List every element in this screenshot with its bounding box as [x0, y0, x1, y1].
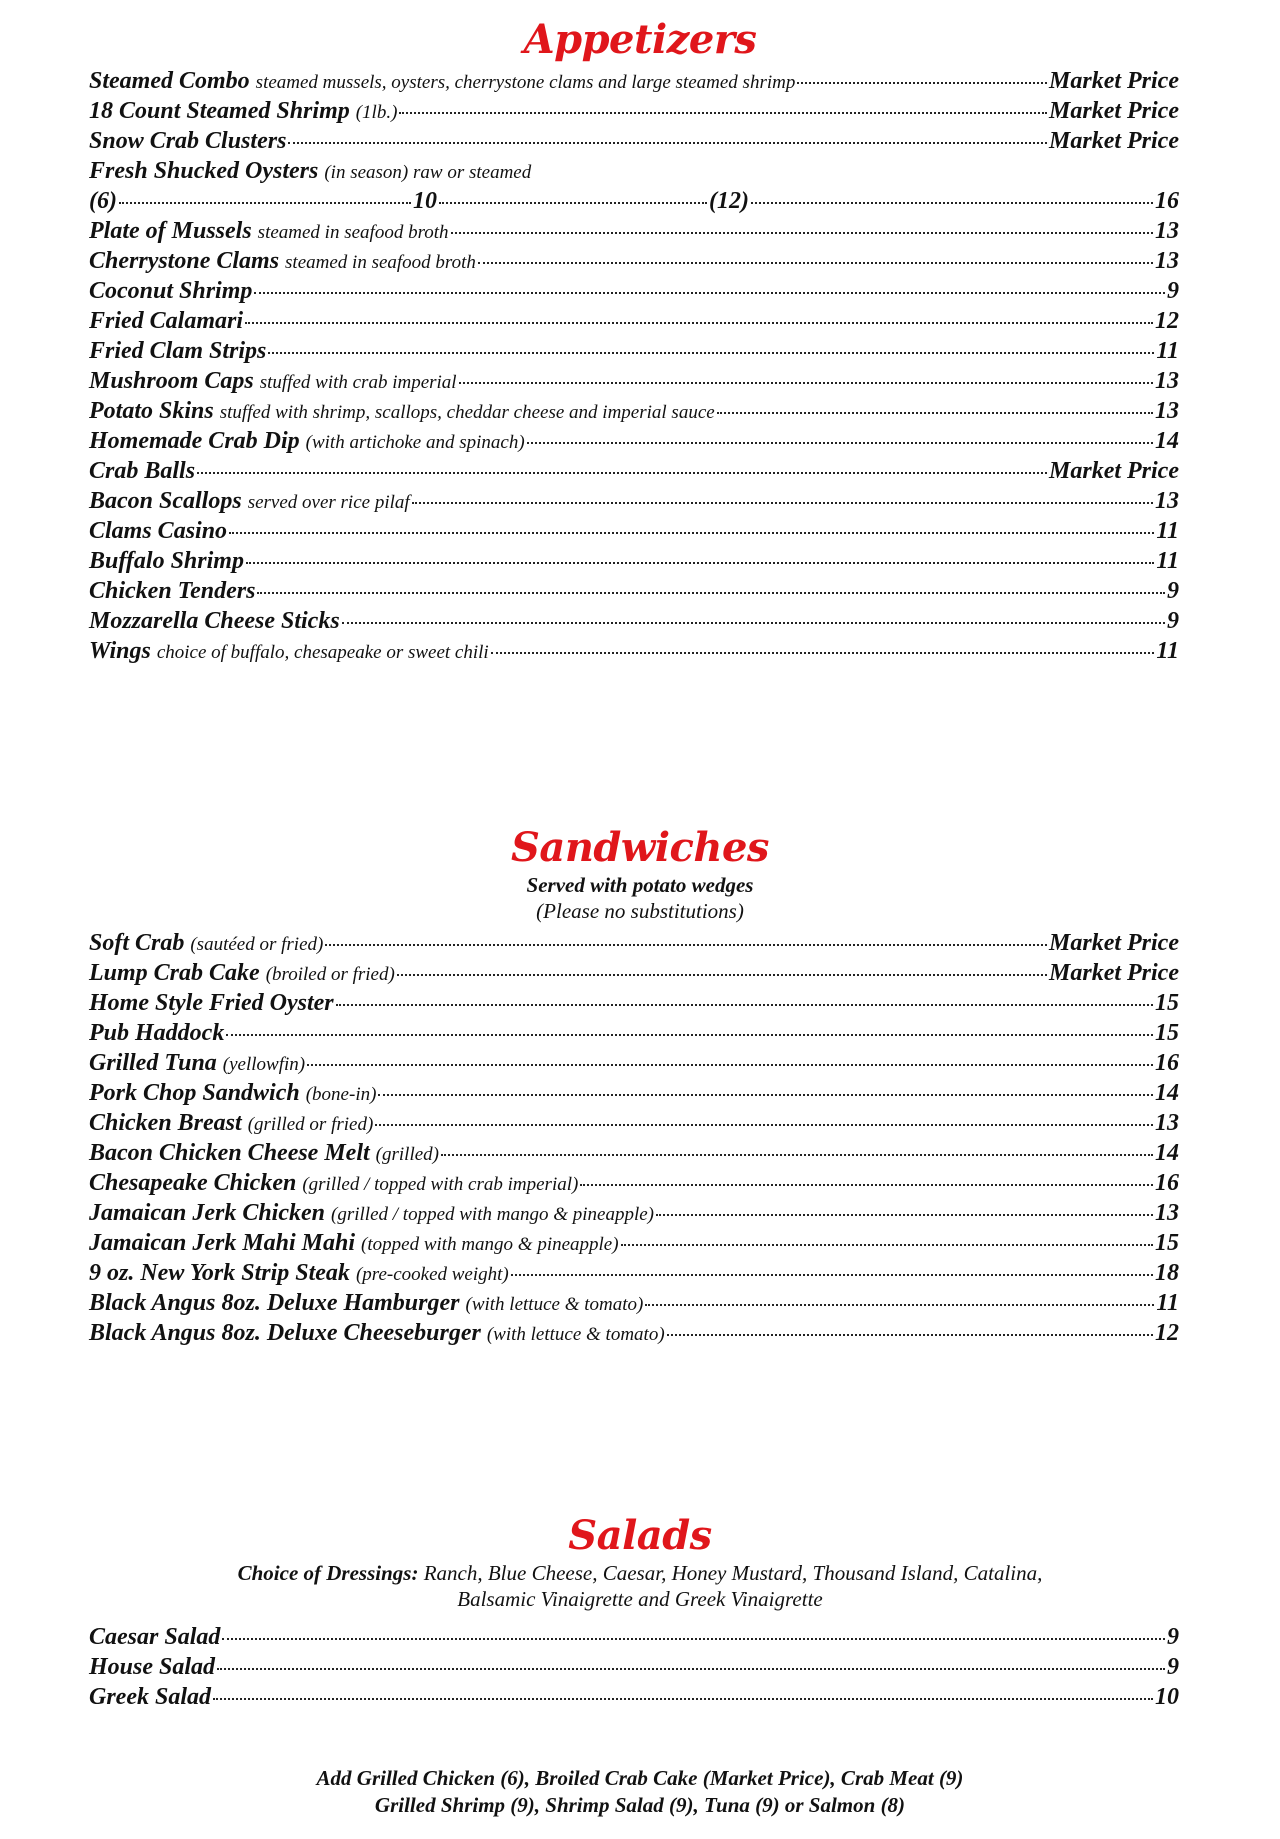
menu-item: [89, 486, 1179, 516]
item-price: 14: [1155, 1140, 1179, 1166]
dot-leader: [246, 562, 1154, 564]
menu-item: [89, 1652, 1179, 1682]
item-desc: (bone-in): [305, 1084, 377, 1105]
menu-item: [89, 336, 1179, 366]
item-price: 15: [1155, 1230, 1179, 1256]
item-desc: (grilled / topped with mango & pineapple): [331, 1204, 654, 1225]
salads-section: [0, 1512, 1280, 1612]
item-price: 14: [1155, 428, 1179, 454]
dot-leader: [451, 232, 1153, 234]
item-price: 16: [1155, 1050, 1179, 1076]
sandwiches-list: [89, 928, 1179, 1348]
appetizers-title: Appetizers: [523, 16, 757, 63]
item-price: 9: [1167, 578, 1179, 604]
item-name: Wings: [89, 638, 151, 664]
dot-leader: [229, 532, 1154, 534]
item-name: House Salad: [89, 1654, 216, 1680]
dot-leader: [245, 322, 1153, 324]
menu-item: [89, 636, 1179, 666]
item-desc: (broiled or fried): [265, 964, 395, 985]
dot-leader: [441, 1154, 1153, 1156]
dressings-list-1: Ranch, Blue Cheese, Caesar, Honey Mustard, Thousand Island, Catalina,: [423, 1561, 1043, 1585]
menu-item: [89, 1168, 1179, 1198]
item-name: 18 Count Steamed Shrimp: [89, 98, 350, 124]
item-price: 12: [1155, 308, 1179, 334]
item-name: Cherrystone Clams: [89, 248, 280, 274]
item-price: 11: [1156, 638, 1179, 664]
item-desc: (grilled / topped with crab imperial): [302, 1174, 579, 1195]
item-price: 11: [1156, 548, 1179, 574]
item-name: Caesar Salad: [89, 1624, 221, 1650]
item-price: 13: [1155, 488, 1179, 514]
menu-item: [89, 96, 1179, 126]
menu-item: [89, 1108, 1179, 1138]
menu-item: [89, 516, 1179, 546]
dot-leader: [197, 472, 1047, 474]
item-name: Crab Balls: [89, 458, 196, 484]
item-desc: (with lettuce & tomato): [486, 1324, 665, 1345]
item-desc: steamed in seafood broth: [257, 222, 449, 243]
dot-leader: [254, 292, 1165, 294]
item-price: Market Price: [1049, 98, 1179, 124]
item-name: Fried Clam Strips: [89, 338, 267, 364]
item-price: 13: [1155, 368, 1179, 394]
item-name: Snow Crab Clusters: [89, 128, 287, 154]
item-name: Mushroom Caps: [89, 368, 254, 394]
dot-leader: [119, 202, 411, 204]
menu-item: [89, 958, 1179, 988]
dot-leader: [325, 944, 1047, 946]
item-price: 13: [1155, 1200, 1179, 1226]
menu-item: [89, 988, 1179, 1018]
item-desc: choice of buffalo, chesapeake or sweet chili: [156, 642, 489, 663]
item-name: Grilled Tuna: [89, 1050, 217, 1076]
item-price-twelve: 16: [1155, 188, 1179, 214]
dot-leader: [621, 1244, 1153, 1246]
item-desc: steamed mussels, oysters, cherrystone clams and large steamed shrimp: [255, 72, 796, 93]
item-price: 14: [1155, 1080, 1179, 1106]
dot-leader: [268, 352, 1154, 354]
sandwiches-subtitle: Served with potato wedges: [526, 873, 754, 897]
item-name: 9 oz. New York Strip Steak: [89, 1260, 350, 1286]
item-desc: (with lettuce & tomato): [465, 1294, 644, 1315]
sandwiches-title: Sandwiches: [511, 824, 769, 871]
item-name: Buffalo Shrimp: [89, 548, 244, 574]
dot-leader: [645, 1304, 1154, 1306]
item-name: Chicken Breast: [89, 1110, 242, 1136]
item-price: Market Price: [1049, 128, 1179, 154]
menu-item: [89, 426, 1179, 456]
dot-leader: [342, 622, 1165, 624]
menu-item: [89, 1288, 1179, 1318]
item-desc: (sautéed or fried): [190, 934, 324, 955]
dot-leader: [797, 82, 1047, 84]
dot-leader: [491, 652, 1155, 654]
item-name: Potato Skins: [89, 398, 214, 424]
dot-leader: [378, 1094, 1153, 1096]
menu-item: [89, 1048, 1179, 1078]
dressings-line-2: Balsamic Vinaigrette and Greek Vinaigrette: [457, 1587, 823, 1611]
dot-leader: [478, 262, 1153, 264]
menu-item: [89, 1138, 1179, 1168]
item-size-twelve: (12): [708, 188, 749, 214]
item-price: 11: [1156, 1290, 1179, 1316]
menu-item: [89, 576, 1179, 606]
item-desc: (with artichoke and spinach): [305, 432, 525, 453]
item-desc: (yellowfin): [222, 1054, 306, 1075]
dot-leader: [397, 974, 1047, 976]
item-price: 13: [1155, 398, 1179, 424]
dressings-line-1: [0, 1560, 1280, 1586]
dot-leader: [439, 202, 707, 204]
item-price: 9: [1167, 278, 1179, 304]
item-name: Fried Calamari: [89, 308, 244, 334]
menu-item: [89, 66, 1179, 96]
menu-item: [89, 1682, 1179, 1712]
item-name: Lump Crab Cake: [89, 960, 260, 986]
dot-leader: [717, 412, 1153, 414]
item-name: Soft Crab: [89, 930, 185, 956]
menu-item: [89, 1228, 1179, 1258]
item-price: 13: [1155, 1110, 1179, 1136]
menu-item: [89, 126, 1179, 156]
item-price: 9: [1167, 608, 1179, 634]
menu-item: [89, 1622, 1179, 1652]
sandwiches-section: [0, 824, 1280, 924]
dot-leader: [656, 1214, 1153, 1216]
item-name: Black Angus 8oz. Deluxe Hamburger: [89, 1290, 460, 1316]
dressings-note: [0, 1560, 1280, 1612]
menu-item: [89, 1018, 1179, 1048]
menu-item: [89, 216, 1179, 246]
menu-item-oyster-sizes: [89, 186, 1179, 216]
item-name: Greek Salad: [89, 1684, 211, 1710]
item-name: Jamaican Jerk Chicken: [89, 1200, 326, 1226]
item-price: 15: [1155, 990, 1179, 1016]
item-price: 10: [1155, 1684, 1179, 1710]
item-desc: (pre-cooked weight): [355, 1264, 509, 1285]
dot-leader: [307, 1064, 1153, 1066]
dot-leader: [226, 1034, 1153, 1036]
menu-item: [89, 1318, 1179, 1348]
salads-title: Salads: [568, 1512, 712, 1559]
dot-leader: [580, 1184, 1153, 1186]
item-price-six: 10: [412, 188, 437, 214]
dot-leader: [213, 1698, 1153, 1700]
item-name: Mozzarella Cheese Sticks: [89, 608, 340, 634]
item-desc: stuffed with crab imperial: [259, 372, 457, 393]
item-price: 12: [1155, 1320, 1179, 1346]
item-name: Bacon Scallops: [89, 488, 242, 514]
item-size-six: (6): [89, 188, 117, 214]
item-name: Homemade Crab Dip: [89, 428, 300, 454]
item-desc: steamed in seafood broth: [285, 252, 476, 273]
menu-item: [89, 306, 1179, 336]
item-desc: (grilled or fried): [247, 1114, 374, 1135]
item-name: Chesapeake Chicken: [89, 1170, 297, 1196]
item-price: 9: [1167, 1624, 1179, 1650]
item-name: Coconut Shrimp: [89, 278, 253, 304]
item-price: 16: [1155, 1170, 1179, 1196]
item-price: Market Price: [1049, 930, 1179, 956]
appetizers-section: [0, 16, 1280, 64]
dot-leader: [511, 1274, 1153, 1276]
menu-item: [89, 1078, 1179, 1108]
menu-item: [89, 366, 1179, 396]
menu-item: [89, 396, 1179, 426]
menu-item: [89, 546, 1179, 576]
item-desc: stuffed with shrimp, scallops, cheddar cheese and imperial sauce: [219, 402, 715, 423]
dot-leader: [412, 502, 1153, 504]
menu-item: [89, 928, 1179, 958]
menu-item: [89, 246, 1179, 276]
item-desc: (1lb.): [355, 102, 398, 123]
item-price: 18: [1155, 1260, 1179, 1286]
item-desc: served over rice pilaf: [247, 492, 410, 513]
item-price: 15: [1155, 1020, 1179, 1046]
item-name: Home Style Fried Oyster: [89, 990, 334, 1016]
dot-leader: [751, 202, 1153, 204]
appetizers-list: [89, 66, 1179, 666]
salad-addons: [0, 1765, 1280, 1819]
item-price: 11: [1156, 518, 1179, 544]
salads-list: [89, 1622, 1179, 1712]
item-price: 13: [1155, 248, 1179, 274]
dot-leader: [222, 1638, 1165, 1640]
menu-item: [89, 456, 1179, 486]
dot-leader: [667, 1334, 1153, 1336]
item-name: Plate of Mussels: [89, 218, 252, 244]
menu-item: [89, 1258, 1179, 1288]
item-name: Black Angus 8oz. Deluxe Cheeseburger: [89, 1320, 481, 1346]
menu-item: [89, 156, 1179, 186]
addons-line-1: Add Grilled Chicken (6), Broiled Crab Cake (Market Price), Crab Meat (9): [316, 1766, 964, 1790]
item-name: Bacon Chicken Cheese Melt: [89, 1140, 370, 1166]
item-name: Steamed Combo: [89, 68, 250, 94]
item-price: Market Price: [1049, 68, 1179, 94]
dot-leader: [459, 382, 1153, 384]
item-price: 9: [1167, 1654, 1179, 1680]
menu-item: [89, 606, 1179, 636]
dot-leader: [257, 592, 1165, 594]
item-name: Pub Haddock: [89, 1020, 225, 1046]
menu-item: [89, 276, 1179, 306]
item-name: Fresh Shucked Oysters: [89, 158, 319, 184]
dot-leader: [399, 112, 1047, 114]
item-price: 13: [1155, 218, 1179, 244]
item-price: Market Price: [1049, 458, 1179, 484]
item-price: 11: [1156, 338, 1179, 364]
item-desc: (grilled): [375, 1144, 439, 1165]
item-name: Clams Casino: [89, 518, 228, 544]
dot-leader: [375, 1124, 1153, 1126]
addons-line-2: Grilled Shrimp (9), Shrimp Salad (9), Tuna (9) or Salmon (8): [374, 1793, 906, 1817]
item-name: Jamaican Jerk Mahi Mahi: [89, 1230, 356, 1256]
dot-leader: [527, 442, 1153, 444]
dressings-label: Choice of Dressings:: [237, 1561, 419, 1585]
item-desc: (topped with mango & pineapple): [361, 1234, 619, 1255]
item-price: Market Price: [1049, 960, 1179, 986]
item-name: Chicken Tenders: [89, 578, 256, 604]
item-name: Pork Chop Sandwich: [89, 1080, 300, 1106]
sandwiches-note: (Please no substitutions): [536, 899, 744, 923]
dot-leader: [217, 1668, 1165, 1670]
dot-leader: [336, 1004, 1153, 1006]
item-desc: (in season) raw or steamed: [324, 162, 532, 183]
dot-leader: [288, 142, 1047, 144]
menu-item: [89, 1198, 1179, 1228]
